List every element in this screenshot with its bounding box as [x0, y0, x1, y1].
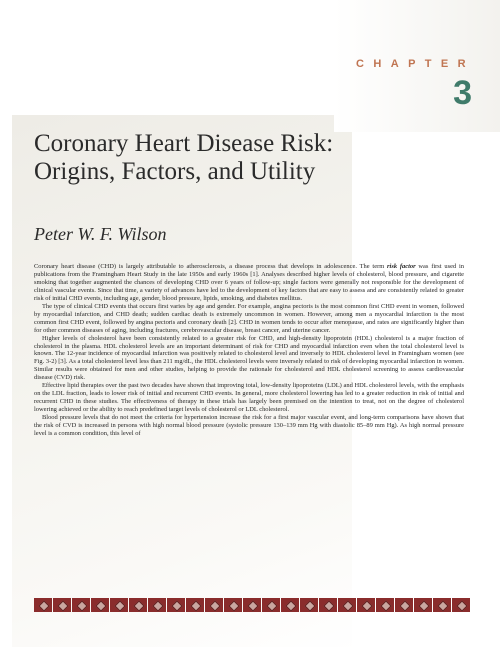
decorative-ornament-bar: [34, 598, 470, 612]
ornament-tile: [129, 598, 147, 612]
ornament-tile: [281, 598, 299, 612]
paragraph: Effective lipid therapies over the past two decades have shown that improving total, low-density lipoproteins (LDL) and HDL cholesterol levels, with the emphasis on the LDL fraction, leads to lower risk of initial and recurrent CHD events. In general, more cholesterol lowering has led to a greater reduction in risk of initial and recurrent CHD in these studies. The effectiveness of therapy in these trials has largely been premised on the intention to treat, not on the degree of cholesterol lowering achieved or the ability to reach predefined target levels of cholesterol or LDL cholesterol.: [34, 382, 464, 414]
ornament-tile: [53, 598, 71, 612]
ornament-tile: [148, 598, 166, 612]
ornament-tile: [395, 598, 413, 612]
ornament-tile: [72, 598, 90, 612]
paragraph: The type of clinical CHD events that occurs first varies by age and gender. For example, angina pectoris is the most common first CHD event in women, followed by myocardial infarction, and CHD death; sudden cardiac death is extremely uncommon in women. However, among men a myocardial infarction is the most common first CHD event, followed by angina pectoris and coronary death [2]. CHD in women tends to occur after menopause, and rates are significantly higher than for other common diseases of aging, including fractures, cerebrovascular disease, breast cancer, and uterine cancer.: [34, 302, 464, 334]
chapter-header-panel: [334, 0, 500, 132]
ornament-tile: [34, 598, 52, 612]
ornament-tile: [110, 598, 128, 612]
chapter-author: Peter W. F. Wilson: [34, 224, 167, 244]
ornament-tile: [357, 598, 375, 612]
chapter-number: 3: [453, 74, 472, 112]
emphasis-risk-factor: risk factor: [387, 263, 416, 270]
ornament-tile: [224, 598, 242, 612]
ornament-tile: [452, 598, 470, 612]
ornament-tile: [243, 598, 261, 612]
paragraph: Higher levels of cholesterol have been consistently related to a greater risk for CHD, and high-density lipoprotein (HDL) cholesterol is a major fraction of cholesterol in the plasma. HDL cholesterol levels are an important determinant of risk for CHD and myocardial infarction even when the total cholesterol level is known. The 12-year incidence of myocardial infarction was positively related to cholesterol level and inversely to HDL cholesterol level in Framingham women (see Fig. 3-2) [3]. As a total cholesterol level less than 211 mg/dL, the HDL cholesterol levels were inversely related to risk of developing myocardial infarction in women. Similar results were obtained for men and other studies, helping to provide the rationale for cholesterol and HDL cholesterol screening to assess cardiovascular disease (CVD) risk.: [34, 334, 464, 382]
ornament-tile: [205, 598, 223, 612]
chapter-body: [34, 263, 464, 438]
chapter-label: CHAPTER: [356, 58, 475, 70]
ornament-tile: [167, 598, 185, 612]
paragraph: Coronary heart disease (CHD) is largely attributable to atherosclerosis, a disease process that develops in adolescence. The term risk factor was first used in publications from the Framingham Heart Study in the late 1950s and early 1960s [1]. Analyses described higher levels of cholesterol, blood pressure, and cigarette smoking that together augmented the chances of developing CHD over 6 years of follow-up; single factors were generally not responsible for the development of clinical vascular events. Since that time, a variety of advances have led to the development of key factors that are easy to assess and are consistently related to greater risk of initial CHD events, including age, gender, blood pressure, lipids, smoking, and diabetes mellitus.: [34, 263, 464, 302]
ornament-tile: [338, 598, 356, 612]
ornament-tile: [262, 598, 280, 612]
ornament-tile: [319, 598, 337, 612]
ornament-tile: [186, 598, 204, 612]
ornament-tile: [433, 598, 451, 612]
ornament-tile: [91, 598, 109, 612]
ornament-tile: [300, 598, 318, 612]
ornament-tile: [414, 598, 432, 612]
chapter-title: Coronary Heart Disease Risk: Origins, Factors, and Utility: [34, 130, 334, 185]
paragraph: Blood pressure levels that do not meet the criteria for hypertension increase the risk for a first major vascular event, and long-term comparisons have shown that the risk of CVD is increased in persons with high normal blood pressure (systolic pressure 130–139 mm Hg with diastolic 85–89 mm Hg). As high normal pressure level is a common condition, this level of: [34, 414, 464, 438]
ornament-tile: [376, 598, 394, 612]
